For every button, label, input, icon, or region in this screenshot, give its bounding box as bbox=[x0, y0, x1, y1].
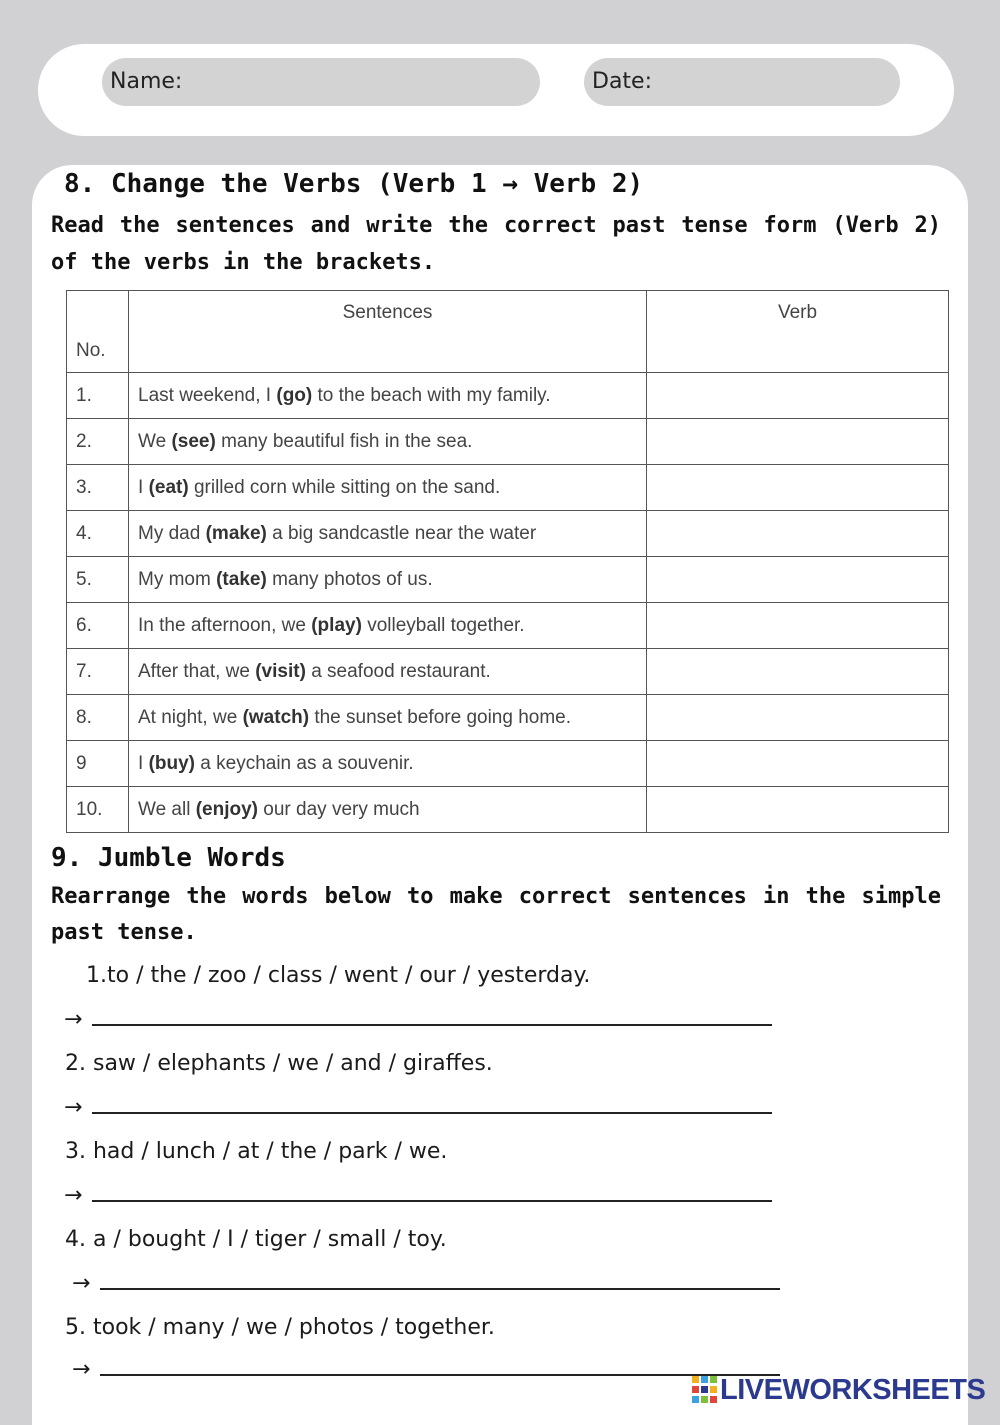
verb-answer-cell[interactable] bbox=[647, 373, 949, 419]
sentence-start: My dad bbox=[138, 522, 206, 544]
row-number: 6. bbox=[67, 603, 129, 649]
row-number: 10. bbox=[67, 787, 129, 833]
table-row bbox=[67, 465, 949, 511]
row-number: 8. bbox=[67, 695, 129, 741]
sentence-start: In the afternoon, we bbox=[138, 614, 312, 636]
base-verb: (watch) bbox=[242, 706, 310, 728]
sentence-end: the sunset before going home. bbox=[309, 706, 572, 728]
sentence-start: We bbox=[138, 430, 172, 452]
jumble-item: 2. saw / elephants / we / and / giraffes. bbox=[65, 1051, 493, 1076]
jumble-item: 1.to / the / zoo / class / went / our / yesterday. bbox=[86, 963, 591, 988]
answer-blank[interactable] bbox=[92, 1006, 772, 1026]
table-row bbox=[67, 419, 949, 465]
section-8-title: 8. Change the Verbs (Verb 1 → Verb 2) bbox=[64, 169, 644, 199]
verb-answer-cell[interactable] bbox=[647, 557, 949, 603]
row-sentence bbox=[129, 465, 647, 511]
base-verb: (buy) bbox=[148, 752, 195, 774]
sentence-start: After that, we bbox=[138, 660, 256, 682]
base-verb: (visit) bbox=[255, 660, 306, 682]
base-verb: (enjoy) bbox=[195, 798, 259, 820]
table-row bbox=[67, 649, 949, 695]
sentence-end: volleyball together. bbox=[361, 614, 525, 636]
header-verb: Verb bbox=[647, 291, 949, 373]
verb-answer-cell[interactable] bbox=[647, 695, 949, 741]
date-field[interactable] bbox=[584, 58, 900, 106]
verb-table bbox=[66, 290, 949, 833]
sentence-start: Last weekend, I bbox=[138, 384, 277, 406]
sentence-start: We all bbox=[138, 798, 196, 820]
base-verb: (go) bbox=[276, 384, 313, 406]
row-number: 5. bbox=[67, 557, 129, 603]
liveworksheets-brand[interactable] bbox=[692, 1374, 985, 1406]
sentence-start: My mom bbox=[138, 568, 217, 590]
header-no: No. bbox=[67, 291, 129, 373]
sentence-end: a seafood restaurant. bbox=[305, 660, 491, 682]
sentence-end: our day very much bbox=[258, 798, 420, 820]
base-verb: (see) bbox=[171, 430, 216, 452]
brand-text: LIVEWORKSHEETS bbox=[720, 1373, 986, 1406]
row-number: 4. bbox=[67, 511, 129, 557]
answer-blank[interactable] bbox=[92, 1182, 772, 1202]
sentence-end: a big sandcastle near the water bbox=[266, 522, 537, 544]
verb-answer-cell[interactable] bbox=[647, 419, 949, 465]
table-row bbox=[67, 603, 949, 649]
table-row bbox=[67, 373, 949, 419]
row-number: 9 bbox=[67, 741, 129, 787]
verb-answer-cell[interactable] bbox=[647, 787, 949, 833]
date-label: Date: bbox=[592, 69, 652, 94]
table-row bbox=[67, 557, 949, 603]
base-verb: (play) bbox=[311, 614, 362, 636]
verb-answer-cell[interactable] bbox=[647, 511, 949, 557]
jumble-item: 3. had / lunch / at / the / park / we. bbox=[65, 1139, 448, 1164]
verb-answer-cell[interactable] bbox=[647, 603, 949, 649]
row-sentence bbox=[129, 557, 647, 603]
row-sentence bbox=[129, 787, 647, 833]
table-header-row bbox=[67, 291, 949, 373]
jumble-item: 4. a / bought / I / tiger / small / toy. bbox=[65, 1227, 447, 1252]
table-row bbox=[67, 511, 949, 557]
table-row bbox=[67, 741, 949, 787]
sentence-end: a keychain as a souvenir. bbox=[195, 752, 414, 774]
header-sentences: Sentences bbox=[129, 291, 647, 373]
arrow-icon: → bbox=[72, 1271, 91, 1296]
sentence-start: I bbox=[138, 476, 149, 498]
verb-answer-cell[interactable] bbox=[647, 649, 949, 695]
worksheet-card bbox=[32, 165, 968, 1425]
sentence-end: many photos of us. bbox=[266, 568, 433, 590]
answer-line[interactable] bbox=[72, 1355, 780, 1385]
verb-answer-cell[interactable] bbox=[647, 741, 949, 787]
sentence-start: I bbox=[138, 752, 149, 774]
base-verb: (eat) bbox=[148, 476, 189, 498]
arrow-icon: → bbox=[64, 1007, 83, 1032]
row-sentence bbox=[129, 373, 647, 419]
header-card bbox=[38, 44, 954, 136]
name-label: Name: bbox=[110, 69, 183, 94]
table-row bbox=[67, 787, 949, 833]
jumble-item: 5. took / many / we / photos / together. bbox=[65, 1315, 495, 1340]
row-number: 1. bbox=[67, 373, 129, 419]
base-verb: (take) bbox=[216, 568, 267, 590]
verb-answer-cell[interactable] bbox=[647, 465, 949, 511]
sentence-start: At night, we bbox=[138, 706, 243, 728]
row-sentence bbox=[129, 741, 647, 787]
row-number: 2. bbox=[67, 419, 129, 465]
sentence-end: many beautiful fish in the sea. bbox=[215, 430, 473, 452]
answer-blank[interactable] bbox=[100, 1270, 780, 1290]
arrow-icon: → bbox=[64, 1183, 83, 1208]
section-9-title: 9. Jumble Words bbox=[51, 843, 286, 873]
answer-line[interactable] bbox=[64, 1093, 772, 1123]
name-field[interactable] bbox=[102, 58, 540, 106]
row-number: 3. bbox=[67, 465, 129, 511]
answer-line[interactable] bbox=[64, 1181, 772, 1211]
row-sentence bbox=[129, 511, 647, 557]
answer-line[interactable] bbox=[64, 1005, 772, 1035]
row-number: 7. bbox=[67, 649, 129, 695]
row-sentence bbox=[129, 649, 647, 695]
sentence-end: grilled corn while sitting on the sand. bbox=[188, 476, 501, 498]
row-sentence bbox=[129, 603, 647, 649]
arrow-icon: → bbox=[72, 1357, 91, 1382]
answer-blank[interactable] bbox=[100, 1356, 780, 1376]
answer-blank[interactable] bbox=[92, 1094, 772, 1114]
sentence-end: to the beach with my family. bbox=[312, 384, 551, 406]
section-8-instruction: Read the sentences and write the correct past tense form (Verb 2) of the verbs in the brackets. bbox=[51, 213, 941, 275]
table-row bbox=[67, 695, 949, 741]
arrow-icon: → bbox=[64, 1095, 83, 1120]
answer-line[interactable] bbox=[72, 1269, 780, 1299]
row-sentence bbox=[129, 695, 647, 741]
liveworksheets-logo-icon bbox=[692, 1376, 718, 1404]
row-sentence bbox=[129, 419, 647, 465]
section-9-instruction: Rearrange the words below to make correct sentences in the simple past tense. bbox=[51, 884, 941, 945]
base-verb: (make) bbox=[205, 522, 267, 544]
